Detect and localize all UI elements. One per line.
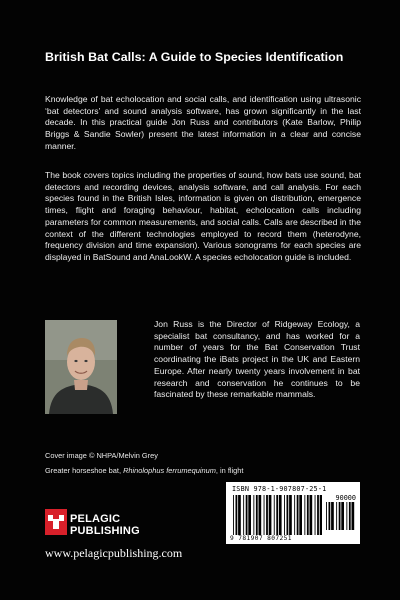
barcode-bar bbox=[238, 495, 241, 535]
barcode-bar bbox=[304, 495, 305, 535]
barcode-bar bbox=[264, 495, 265, 535]
barcode-bar bbox=[233, 495, 234, 535]
publisher-url[interactable]: www.pelagicpublishing.com bbox=[45, 546, 183, 560]
barcode-bar bbox=[269, 495, 272, 535]
barcode-bar bbox=[329, 502, 331, 530]
barcode-bar bbox=[253, 495, 254, 535]
cover-image-credit: Cover image © NHPA/Melvin Grey bbox=[45, 451, 158, 460]
barcode-bar bbox=[310, 495, 313, 535]
barcode-bar bbox=[266, 495, 268, 535]
barcode-digits: 9 781907 807251 bbox=[230, 535, 292, 542]
species-caption-prefix: Greater horseshoe bat, bbox=[45, 466, 124, 475]
author-photo bbox=[45, 320, 117, 414]
barcode-bar bbox=[331, 502, 334, 530]
barcode-bar bbox=[274, 495, 275, 535]
barcode-bar bbox=[236, 495, 238, 535]
price-code: 90000 bbox=[335, 494, 356, 502]
description-paragraph-2: The book covers topics including the properties of sound, how bats use sound, bat detectors and recording devices, analysis software, and call analysis. For each species found in the British Isles, information is given on distribution, emergence times, flight and foraging behaviour, habitat, echolocation calls including parameters for common measurements, and social calls. Calls are described in the context of the different technologies employed to record them (heterodyne, frequency division and time expansion). Various sonograms for each species are displayed in BatSound and AnaLookW. A species echolocation guide is included. bbox=[45, 170, 361, 262]
barcode-bar bbox=[346, 502, 347, 530]
barcode-bar bbox=[315, 495, 316, 535]
barcode-bar bbox=[294, 495, 295, 535]
barcode-bar bbox=[256, 495, 258, 535]
barcode-bar bbox=[289, 495, 292, 535]
barcode-bar bbox=[320, 495, 322, 535]
barcode-bar bbox=[307, 495, 309, 535]
barcode-bar bbox=[284, 495, 285, 535]
book-title: British Bat Calls: A Guide to Species Identification bbox=[45, 50, 344, 64]
barcode-bar bbox=[246, 495, 248, 535]
barcode-bar bbox=[339, 502, 341, 530]
isbn-barcode bbox=[226, 482, 360, 544]
author-portrait-image bbox=[45, 320, 117, 414]
barcode-bar bbox=[336, 502, 337, 530]
publisher-name-line1: PELAGIC bbox=[70, 513, 121, 525]
barcode-bar bbox=[341, 502, 344, 530]
barcode-bar bbox=[248, 495, 251, 535]
author-bio: Jon Russ is the Director of Ridgeway Ecology, a specialist bat consultancy, and has worked for a number of years for the Bat Conservation Trust coordinating the iBats project in the UK and Eastern Europe. After nearly twenty years involvement in bat research and conservation he continues to be fascinated by these remarkable mammals. bbox=[154, 319, 360, 400]
publisher-name-line2: PUBLISHING bbox=[70, 525, 140, 537]
barcode-bar bbox=[352, 502, 355, 530]
publisher-logo bbox=[45, 509, 140, 539]
cover-species-caption bbox=[45, 466, 243, 475]
description-paragraph-1: Knowledge of bat echolocation and social calls, and identification using ultrasonic ‘bat detectors’ and sound analysis software, has grown significantly in the last decade. In this practical guide Jon Russ and contributors (Kate Barlow, Philip Briggs & Sandie Sowler) present the latest information in a clear and concise manner. bbox=[45, 94, 361, 151]
ean-barcode-bars bbox=[232, 495, 322, 535]
barcode-bar bbox=[276, 495, 278, 535]
isbn-text: ISBN 978-1-907807-25-1 bbox=[232, 485, 327, 493]
barcode-bar bbox=[326, 502, 327, 530]
barcode-bar bbox=[349, 502, 351, 530]
barcode-bar bbox=[279, 495, 282, 535]
price-barcode-bars bbox=[325, 502, 355, 530]
species-latin-name: Rhinolophus ferrumequinum bbox=[123, 466, 216, 475]
barcode-bar bbox=[287, 495, 289, 535]
species-caption-suffix: , in flight bbox=[215, 466, 244, 475]
barcode-bar bbox=[317, 495, 319, 535]
barcode-bar bbox=[243, 495, 244, 535]
publisher-name bbox=[70, 513, 140, 537]
barcode-bar bbox=[299, 495, 302, 535]
barcode-bar bbox=[259, 495, 262, 535]
barcode-bar bbox=[297, 495, 299, 535]
pelagic-wave-icon bbox=[45, 509, 67, 535]
